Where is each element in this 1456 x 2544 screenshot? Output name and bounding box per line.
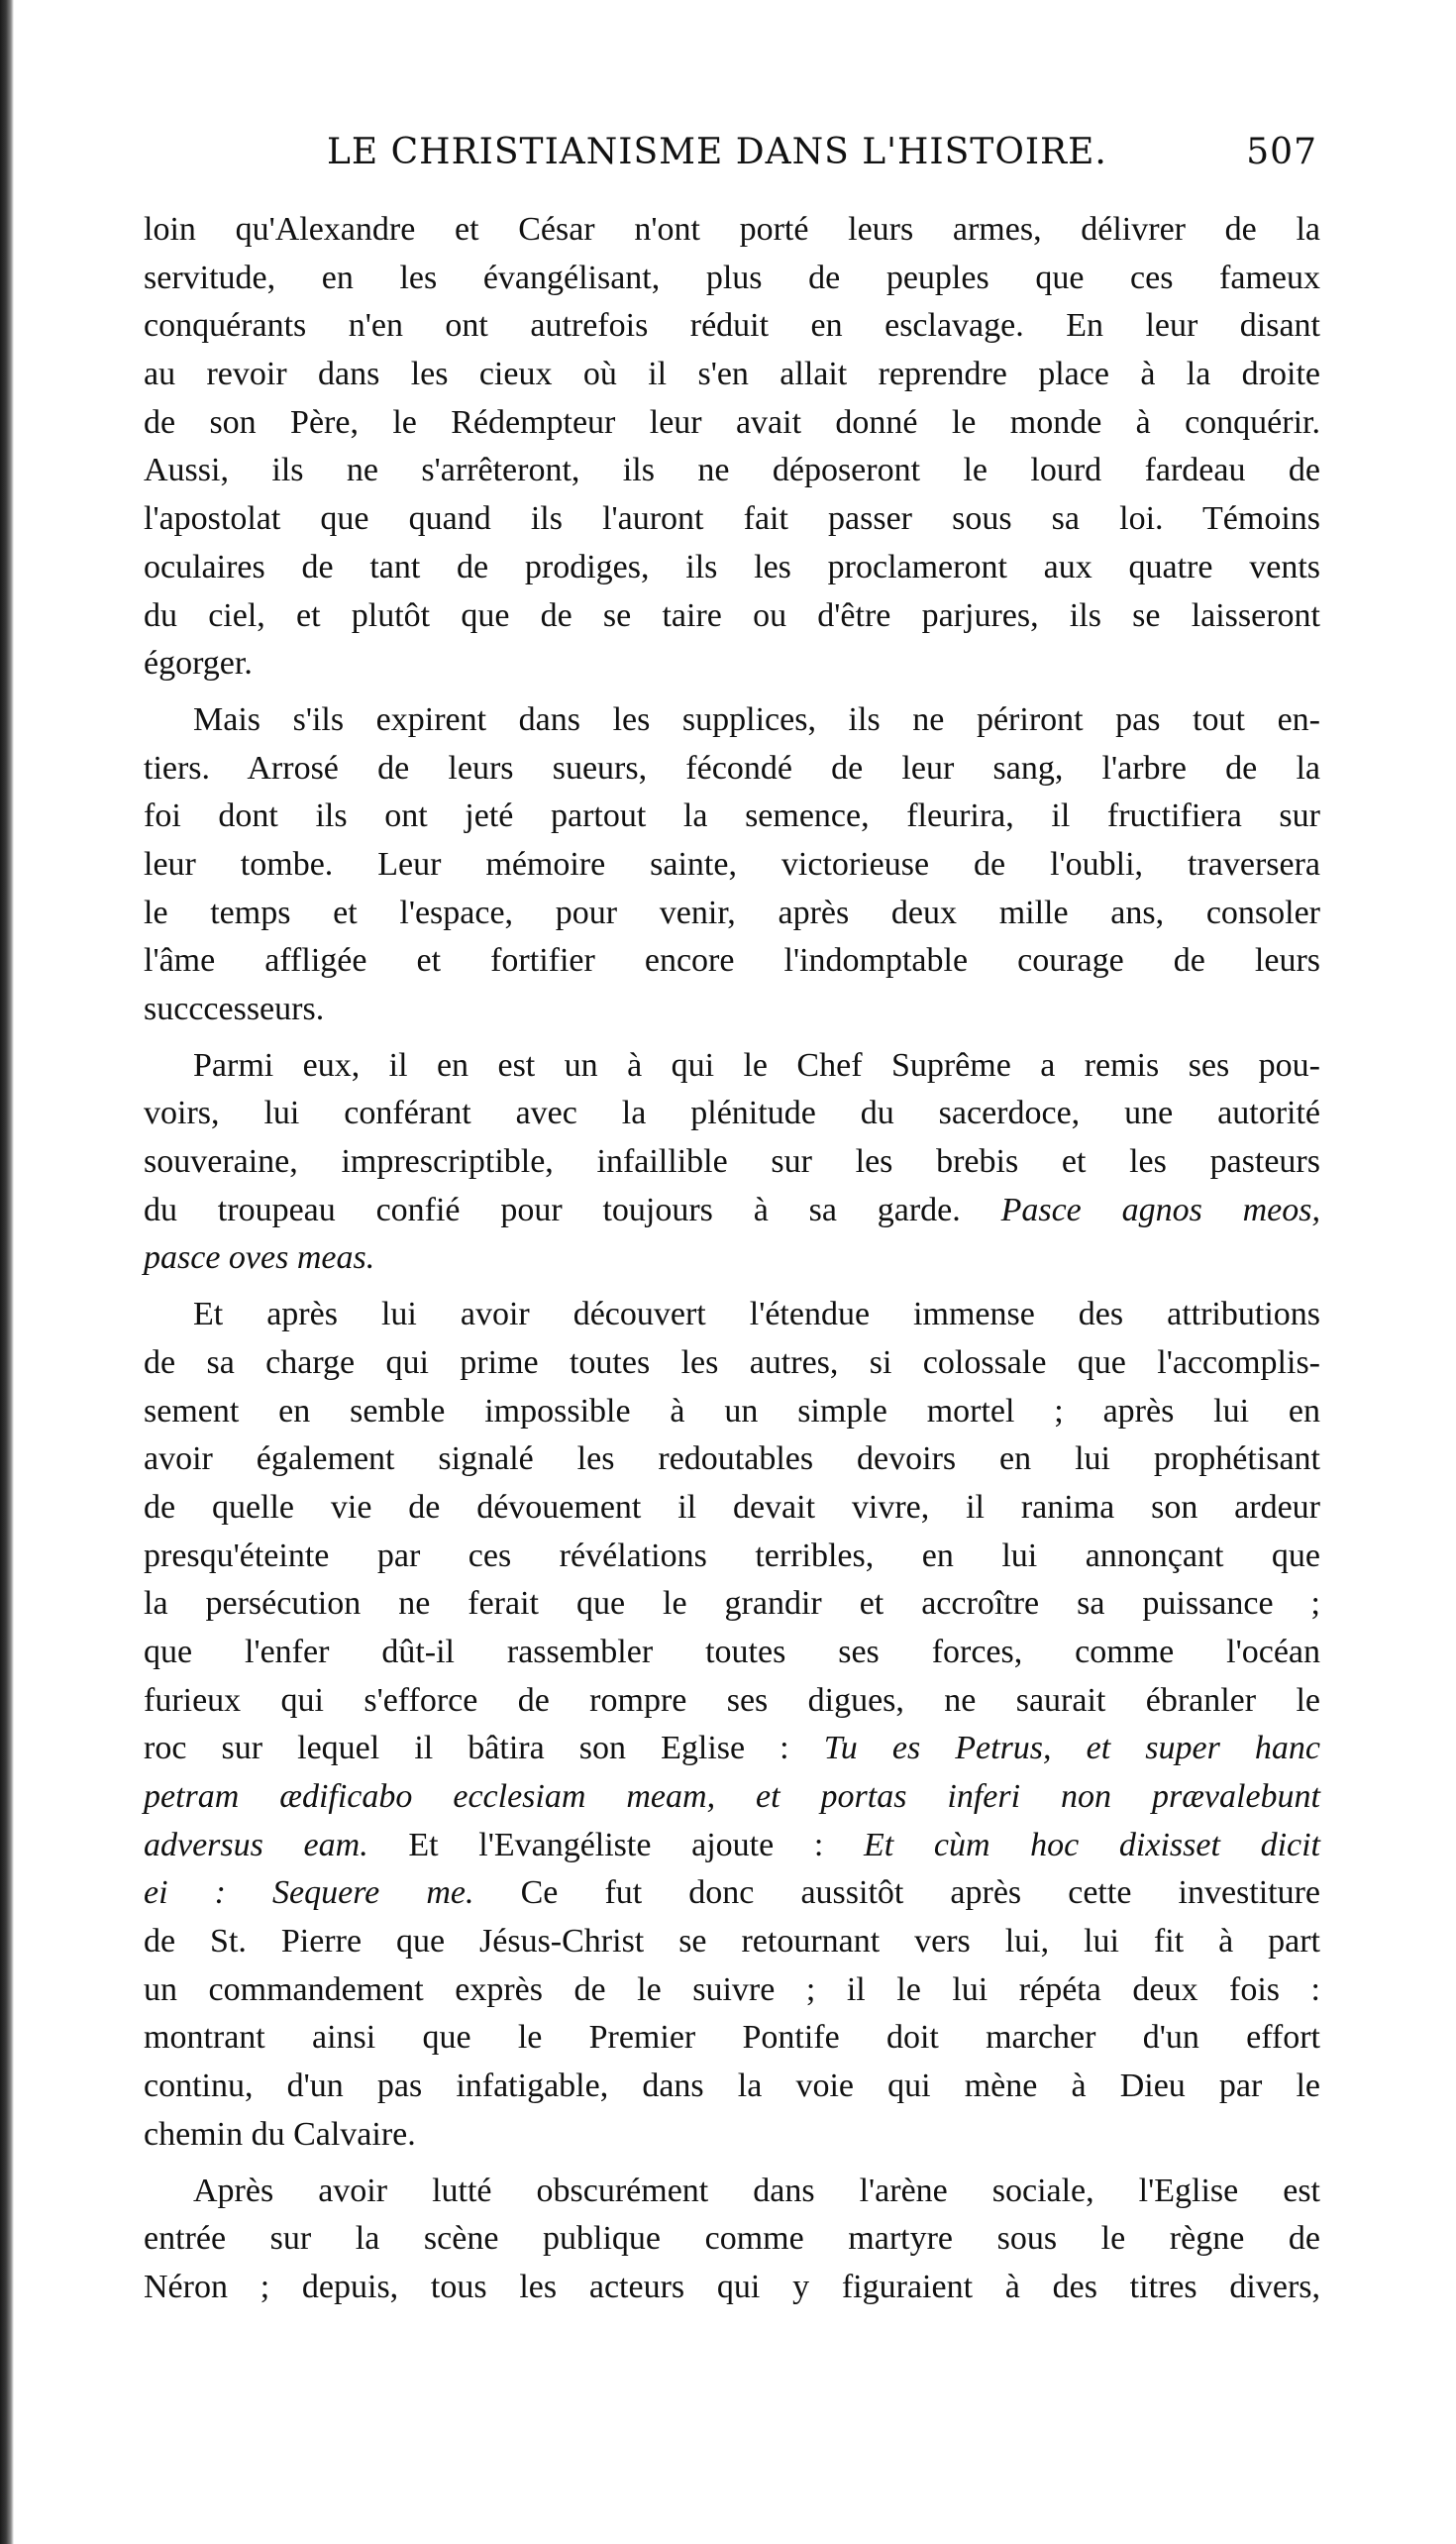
latin-quote: Tu es Petrus, et super hanc xyxy=(823,1730,1320,1767)
text-line: entrée sur la scène publique comme martyre sous le règne de xyxy=(144,2220,1320,2258)
text-line: que l'enfer dût-il rassembler toutes ses forces, comme l'océan xyxy=(144,1633,1320,1670)
text-line: avoir également signalé les redoutables devoirs en lui prophétisant xyxy=(144,1440,1320,1478)
running-title: LE CHRISTIANISME DANS L'HISTOIRE. xyxy=(327,132,1107,172)
text-line: voirs, lui conférant avec la plénitude du sacerdoce, une autorité xyxy=(144,1095,1320,1132)
running-header xyxy=(327,132,1317,181)
text-line: au revoir dans les cieux où il s'en allait reprendre place à la droite xyxy=(144,356,1320,393)
paragraph-3 xyxy=(144,1042,1320,1283)
paragraph-4 xyxy=(144,1291,1320,2159)
text-line: de quelle vie de dévouement il devait vivre, il ranima son ardeur xyxy=(144,1488,1320,1526)
latin-quote: Pasce agnos meos, xyxy=(1000,1191,1320,1228)
text-line: Et après lui avoir découvert l'étendue immense des attributions xyxy=(193,1296,1320,1333)
text-line: souveraine, imprescriptible, infaillible sur les brebis et les pasteurs xyxy=(144,1143,1320,1181)
body-text xyxy=(144,206,1320,2312)
text-line: servitude, en les évangélisant, plus de peuples que ces fameux xyxy=(144,259,1320,296)
text-line: foi dont ils ont jeté partout la semence, fleurira, il fructifiera sur xyxy=(144,797,1320,835)
text-line: presqu'éteinte par ces révélations terribles, en lui annonçant que xyxy=(144,1537,1320,1574)
latin-quote: adversus eam. xyxy=(144,1826,368,1863)
text-line: ei : Sequere me. Ce fut donc aussitôt après cette investiture xyxy=(144,1874,1321,1912)
text-line: de St. Pierre que Jésus-Christ se retournant vers lui, lui fit à part xyxy=(144,1923,1320,1961)
text-line: montrant ainsi que le Premier Pontife doit marcher d'un effort xyxy=(144,2019,1320,2057)
latin-quote: ei : Sequere me. xyxy=(144,1874,474,1912)
text-line: oculaires de tant de prodiges, ils les proclameront aux quatre vents xyxy=(144,548,1320,585)
latin-quote: petram ædificabo ecclesiam meam, et portas inferi non prævalebunt xyxy=(144,1778,1320,1815)
text-line: Néron ; depuis, tous les acteurs qui y figuraient à des titres divers, xyxy=(144,2268,1320,2305)
paragraph-2 xyxy=(144,696,1320,1034)
text-line: conquérants n'en ont autrefois réduit en esclavage. En leur disant xyxy=(144,307,1320,345)
text-line: roc sur lequel il bâtira son Eglise : Tu es Petrus, et super hanc xyxy=(144,1730,1320,1767)
text-line xyxy=(144,1773,1320,1822)
text-line: l'âme affligée et fortifier encore l'indomptable courage de leurs xyxy=(144,942,1320,980)
text-line: Après avoir lutté obscurément dans l'arène sociale, l'Eglise est xyxy=(193,2172,1320,2209)
text-line: continu, d'un pas infatigable, dans la voie qui mène à Dieu par le xyxy=(144,2067,1320,2105)
text-line: adversus eam. Et l'Evangéliste ajoute : Et cùm hoc dixisset dicit xyxy=(144,1826,1321,1863)
latin-quote: pasce oves meas. xyxy=(144,1239,375,1277)
text-line: furieux qui s'efforce de rompre ses digues, ne saurait ébranler le xyxy=(144,1681,1320,1719)
text-line: loin qu'Alexandre et César n'ont porté leurs armes, délivrer de la xyxy=(144,211,1320,248)
text-line: l'apostolat que quand ils l'auront fait passer sous sa loi. Témoins xyxy=(144,500,1320,538)
text-line: chemin du Calvaire. xyxy=(144,2115,416,2153)
text-line xyxy=(144,1234,1320,1283)
text-line: leur tombe. Leur mémoire sainte, victorieuse de l'oubli, traversera xyxy=(144,845,1320,883)
page-binding-edge xyxy=(0,0,14,2544)
text-line: de son Père, le Rédempteur leur avait donné le monde à conquérir. xyxy=(144,403,1320,441)
text-line: du troupeau confié pour toujours à sa garde. Pasce agnos meos, xyxy=(144,1191,1320,1228)
paragraph-5 xyxy=(144,2168,1320,2312)
latin-quote: Et cùm hoc dixisset dicit xyxy=(863,1826,1321,1863)
page-number: 507 xyxy=(1246,132,1317,172)
text-line: de sa charge qui prime toutes les autres, si colossale que l'accomplis- xyxy=(144,1343,1320,1381)
text-line: un commandement exprès de le suivre ; il le lui répéta deux fois : xyxy=(144,1970,1320,2008)
text-line: succcesseurs. xyxy=(144,991,325,1027)
text-line: sement en semble impossible à un simple mortel ; après lui en xyxy=(144,1392,1320,1430)
text-line: Mais s'ils expirent dans les supplices, ils ne périront pas tout en- xyxy=(193,700,1320,738)
text-line: le temps et l'espace, pour venir, après deux mille ans, consoler xyxy=(144,894,1320,931)
paragraph-1 xyxy=(144,206,1320,689)
text-line: la persécution ne ferait que le grandir et accroître sa puissance ; xyxy=(144,1585,1320,1623)
text-line: tiers. Arrosé de leurs sueurs, fécondé de leur sang, l'arbre de la xyxy=(144,749,1320,787)
text-line: Parmi eux, il en est un à qui le Chef Suprême a remis ses pou- xyxy=(193,1046,1320,1084)
text-line: égorger. xyxy=(144,645,253,683)
text-line: Aussi, ils ne s'arrêteront, ils ne déposeront le lourd fardeau de xyxy=(144,452,1320,489)
text-line: du ciel, et plutôt que de se taire ou d'être parjures, ils se laisseront xyxy=(144,596,1320,634)
